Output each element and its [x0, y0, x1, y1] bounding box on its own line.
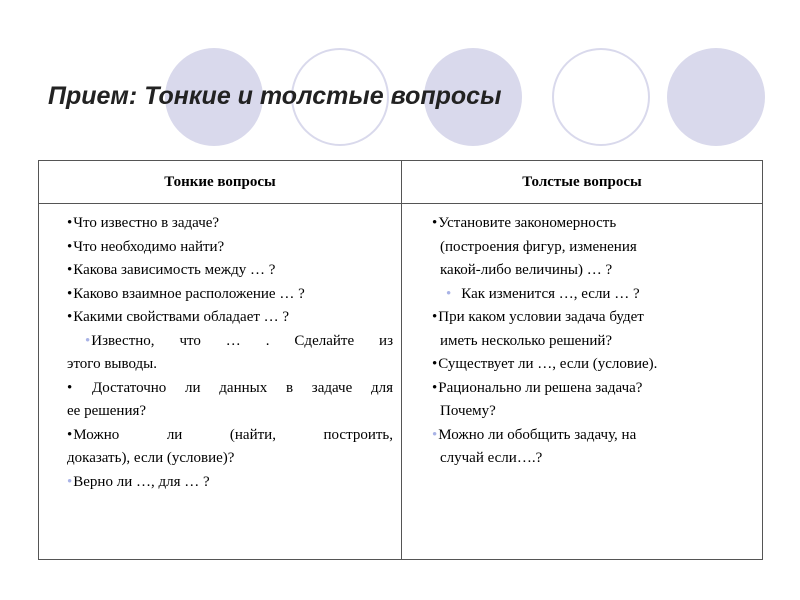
- list-item: (построения фигур, изменения: [440, 238, 637, 255]
- bullet-icon: •: [67, 285, 73, 302]
- slide-title: Прием: Тонкие и толстые вопросы: [48, 82, 502, 110]
- bullet-icon: •: [85, 332, 91, 349]
- list-item: иметь несколько решений?: [440, 332, 613, 349]
- bullet-icon: •: [432, 215, 438, 231]
- bullet-icon: •: [432, 356, 438, 372]
- list-item: •Какими свойствами обладает … ?: [67, 309, 290, 325]
- bullet-icon: •: [67, 309, 73, 325]
- bullet-icon: •: [432, 379, 438, 396]
- thin-questions-list: [67, 212, 393, 494]
- list-item: • Известно, что … . Сделайте из: [67, 330, 393, 354]
- list-item: •Существует ли …, если (условие).: [432, 356, 658, 372]
- list-item: доказать), если (условие)?: [67, 450, 235, 466]
- bullet-icon: •: [67, 262, 73, 278]
- list-item: Почему?: [440, 403, 496, 419]
- list-item: • Как изменится …, если … ?: [446, 285, 640, 302]
- list-item: •Каково взаимное расположение … ?: [67, 285, 305, 302]
- questions-table: [38, 160, 763, 560]
- list-item: какой-либо величины) … ?: [440, 262, 613, 278]
- bullet-icon: •: [67, 238, 73, 255]
- list-item: •Можно ли обобщить задачу, на: [432, 426, 637, 443]
- bullet-icon: •: [432, 309, 438, 325]
- bullet-icon: •: [67, 426, 73, 443]
- table-body-row: [39, 204, 763, 560]
- list-item: •Что необходимо найти?: [67, 238, 225, 255]
- list-item: ее решения?: [67, 403, 147, 419]
- bullet-icon: •: [67, 473, 73, 490]
- bullet-icon: •: [432, 426, 438, 443]
- list-item: •При каком условии задача будет: [432, 309, 644, 325]
- list-item: • Достаточно ли данных в задаче для: [67, 377, 393, 401]
- bullet-icon: •: [67, 379, 73, 396]
- list-item: •Установите закономерность: [432, 215, 617, 231]
- thick-questions-list: [432, 212, 754, 471]
- list-item: •Какова зависимость между … ?: [67, 262, 276, 278]
- header-thick-questions: Толстые вопросы: [402, 161, 763, 204]
- list-item: этого выводы.: [67, 356, 157, 372]
- list-item: •Что известно в задаче?: [67, 215, 220, 231]
- decor-circle-5: [667, 48, 765, 146]
- list-item: •Верно ли …, для … ?: [67, 473, 210, 490]
- list-item: •Рационально ли решена задача?: [432, 379, 643, 396]
- decor-circle-4: [552, 48, 650, 146]
- bullet-icon: •: [67, 215, 73, 231]
- bullet-icon: •: [446, 285, 452, 302]
- thick-questions-cell: [402, 204, 763, 560]
- list-item: • Можно ли (найти, построить,: [67, 424, 393, 448]
- list-item: случай если….?: [440, 450, 543, 466]
- thin-questions-cell: [39, 204, 402, 560]
- header-thin-questions: Тонкие вопросы: [39, 161, 402, 204]
- table-header-row: [39, 161, 763, 204]
